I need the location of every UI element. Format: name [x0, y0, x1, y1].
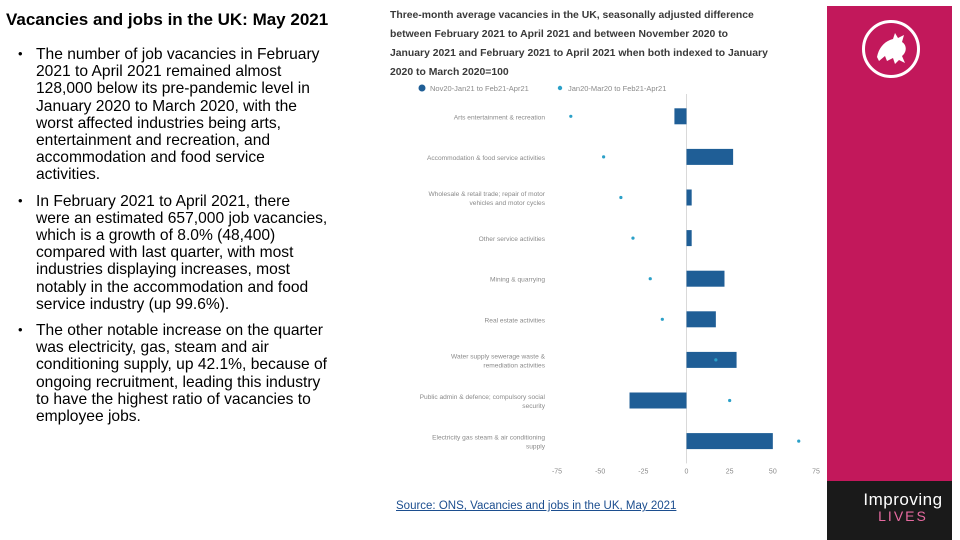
category-label: Arts entertainment & recreation [453, 114, 545, 122]
data-point [797, 440, 800, 443]
bar [687, 311, 716, 327]
data-point [631, 237, 634, 240]
legend-label: Jan20-Mar20 to Feb21-Apr21 [568, 84, 667, 93]
bar [630, 393, 687, 409]
category-label: Mining & quarrying [490, 276, 545, 284]
legend-bar-marker [419, 85, 426, 92]
x-tick-label: 50 [768, 468, 777, 476]
slide-title: Vacancies and jobs in the UK: May 2021 [6, 10, 329, 29]
x-tick-label: 0 [684, 468, 689, 476]
category-label: Accommodation & food service activities [426, 154, 545, 162]
bullet-glyph: • [18, 192, 23, 208]
data-point [714, 358, 717, 361]
bar [687, 271, 725, 287]
brand-name-line1: Improving [863, 490, 943, 509]
bar [687, 433, 773, 449]
category-label: remediation activities [483, 362, 545, 370]
category-label: Electricity gas steam & air conditioning [432, 434, 545, 442]
source-link[interactable]: Source: ONS, Vacancies and jobs in the UK, May 2021 [396, 500, 677, 512]
data-point [661, 318, 664, 321]
bar [687, 190, 692, 206]
data-point [569, 115, 572, 118]
x-tick-label: -50 [595, 468, 606, 476]
bullet-text: The number of job vacancies in February 2021 to April 2021 remained almost 128,000 below its pre-pandemic level in January 2020 to March 2020, with the worst affected industries being arts, entertainment and recreation, and accommodation and food service activities. [36, 46, 320, 184]
legend-point-marker [558, 86, 562, 90]
brand-name-line2: LIVES [878, 508, 928, 524]
bullet-glyph: • [18, 46, 23, 61]
legend-label: Nov20-Jan21 to Feb21-Apr21 [430, 84, 529, 93]
bullet-item [18, 193, 328, 313]
data-point [649, 277, 652, 280]
bullet-item [18, 46, 328, 184]
bullet-text: The other notable increase on the quarter was electricity, gas, steam and air conditioning supply, up 42.1%, because of ongoing recruitment, leading this industry to have the highest ratio of vacancies to employee jobs. [36, 322, 327, 426]
bullet-item [18, 322, 328, 425]
bar [687, 230, 692, 246]
data-point [728, 399, 731, 402]
bullet-text: In February 2021 to April 2021, there were an estimated 657,000 job vacancies, which is a growth of 8.0% (48,400) compared with last quarter, with most industries displaying increases, most notably in the accommodation and food service industry (up 99.6%). [36, 192, 328, 313]
data-point [619, 196, 622, 199]
category-label: Water supply sewerage waste & [451, 353, 545, 361]
category-label: vehicles and motor cycles [469, 200, 545, 207]
category-label: Wholesale & retail trade; repair of motor [428, 191, 545, 198]
x-tick-label: 75 [812, 468, 820, 476]
category-label: Other service activities [478, 236, 545, 244]
chart-title: Three-month average vacancies in the UK, seasonally adjusted difference between February 2021 to April 2021 and between November 2020 to January 2021 and February 2021 to April 2021 when both indexed to January 2020 to March 2020=100 [390, 10, 768, 78]
x-tick-label: -25 [638, 468, 649, 476]
category-label: supply [525, 443, 545, 451]
bullet-glyph: • [18, 322, 23, 338]
bar [687, 352, 737, 368]
vacancies-bar-chart [392, 76, 822, 476]
dragon-crest-icon [862, 20, 920, 78]
bar [674, 108, 686, 124]
category-label: Public admin & defence; compulsory social [419, 394, 545, 401]
bar [687, 149, 734, 165]
x-tick-label: 25 [725, 468, 734, 476]
data-point [602, 155, 605, 158]
category-label: Real estate activities [484, 317, 545, 325]
x-tick-label: -75 [551, 468, 563, 476]
bullet-list [18, 46, 328, 434]
category-label: security [522, 403, 545, 410]
